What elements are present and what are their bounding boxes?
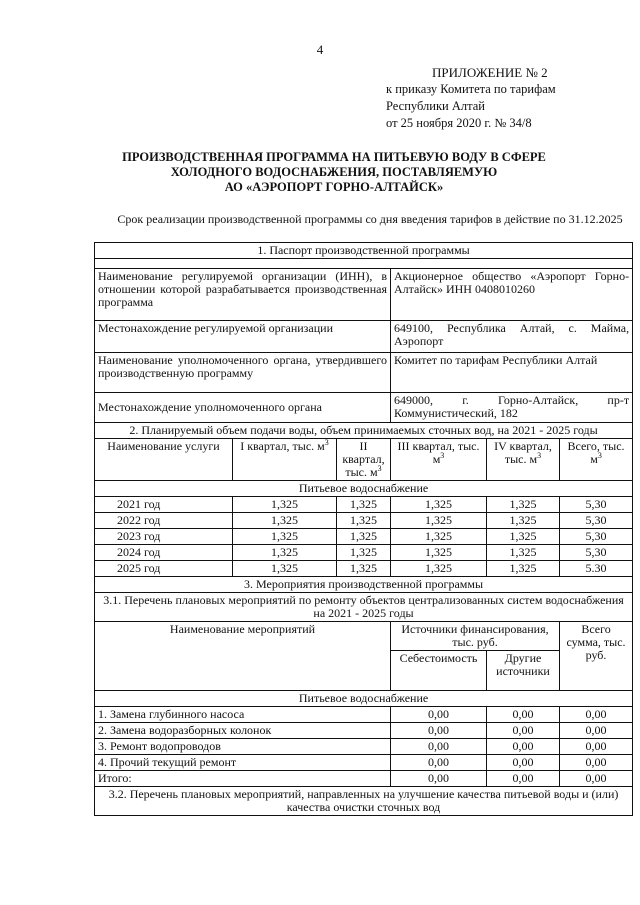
value-cell: 1,325 <box>337 529 391 545</box>
table-row <box>95 707 633 723</box>
table-row <box>95 497 633 513</box>
value-cell: 1,325 <box>487 513 560 529</box>
appendix-line: к приказу Комитета по тарифам <box>386 82 556 96</box>
value-cell: 0,00 <box>391 755 487 771</box>
measure-name: 3. Ремонт водопроводов <box>95 739 391 755</box>
appendix-line: Республики Алтай <box>386 99 485 113</box>
column-header: Себестоимость <box>391 651 487 691</box>
table-row <box>95 739 633 755</box>
value-cell: 0,00 <box>560 755 633 771</box>
value-cell: 1,325 <box>233 545 337 561</box>
value-cell: 5.30 <box>560 561 633 577</box>
passport-row <box>95 393 633 423</box>
value-cell: 1,325 <box>337 497 391 513</box>
value-cell: 5,30 <box>560 497 633 513</box>
value-cell: 1,325 <box>233 529 337 545</box>
volume-header-row <box>95 439 633 481</box>
appendix-line: от 25 ноября 2020 г. № 34/8 <box>386 116 532 130</box>
year-cell: 2025 год <box>95 561 233 577</box>
subheading-row <box>95 481 633 497</box>
title-line: АО «АЭРОПОРТ ГОРНО-АЛТАЙСК» <box>224 180 444 194</box>
value-cell: 1,325 <box>391 545 487 561</box>
value-cell: 0,00 <box>560 739 633 755</box>
passport-value: 649100, Республика Алтай, с. Майма, Аэропорт <box>391 321 633 353</box>
table-row <box>95 545 633 561</box>
title-line: ПРОИЗВОДСТВЕННАЯ ПРОГРАММА НА ПИТЬЕВУЮ ВОДУ В СФЕРЕ <box>122 150 546 164</box>
table-row <box>95 561 633 577</box>
section-heading-row <box>95 243 633 259</box>
quality-heading: 3.2. Перечень плановых мероприятий, направленных на улучшение качества питьевой воды и (или) качества очистки сточных вод <box>95 787 633 816</box>
spacer-cell <box>95 259 633 269</box>
value-cell: 5,30 <box>560 529 633 545</box>
value-cell: 0,00 <box>560 771 633 787</box>
value-cell: 5,30 <box>560 513 633 529</box>
passport-value: Комитет по тарифам Республики Алтай <box>391 353 633 393</box>
section-heading-row <box>95 423 633 439</box>
year-cell: 2022 год <box>95 513 233 529</box>
value-cell: 0,00 <box>487 771 560 787</box>
value-cell: 1,325 <box>233 513 337 529</box>
column-header: Наименование услуги <box>95 439 233 481</box>
table-row <box>95 723 633 739</box>
passport-row <box>95 321 633 353</box>
column-header: III квартал, тыс. $м^3$ <box>391 439 487 481</box>
measure-name: 4. Прочий текущий ремонт <box>95 755 391 771</box>
measure-name: Итого: <box>95 771 391 787</box>
value-cell: 1,325 <box>337 513 391 529</box>
value-cell: 0,00 <box>487 739 560 755</box>
value-cell: 5,30 <box>560 545 633 561</box>
value-cell: 1,325 <box>391 513 487 529</box>
year-cell: 2024 год <box>95 545 233 561</box>
table-row <box>95 755 633 771</box>
section-heading-row <box>95 577 633 593</box>
column-header: Наименование мероприятий <box>95 622 391 691</box>
program-table <box>94 242 633 816</box>
passport-label: Наименование уполномоченного органа, утвердившего производственную программу <box>95 353 391 393</box>
column-header: IV квартал, тыс. $м^3$ <box>487 439 560 481</box>
value-cell: 0,00 <box>391 707 487 723</box>
column-header: II квартал, тыс. $м^3$ <box>337 439 391 481</box>
measure-name: 1. Замена глубинного насоса <box>95 707 391 723</box>
year-cell: 2023 год <box>95 529 233 545</box>
value-cell: 0,00 <box>487 723 560 739</box>
value-cell: 0,00 <box>487 707 560 723</box>
value-cell: 1,325 <box>487 545 560 561</box>
value-cell: 1,325 <box>233 497 337 513</box>
year-cell: 2021 год <box>95 497 233 513</box>
value-cell: 1,325 <box>391 561 487 577</box>
value-cell: 1,325 <box>233 561 337 577</box>
appendix-block <box>386 64 556 132</box>
title-line: ХОЛОДНОГО ВОДОСНАБЖЕНИЯ, ПОСТАВЛЯЕМУЮ <box>170 165 498 179</box>
column-header: Всего, тыс. $м^3$ <box>560 439 633 481</box>
passport-label: Местонахождение регулируемой организации <box>95 321 391 353</box>
implementation-term: Срок реализации производственной программы со дня введения тарифов в действие по 31.12.2025 <box>117 212 623 226</box>
section-heading-row <box>95 593 633 622</box>
table-row <box>95 529 633 545</box>
measure-name: 2. Замена водоразборных колонок <box>95 723 391 739</box>
passport-value: Акционерное общество «Аэропорт Горно-Алтайск» ИНН 0408010260 <box>391 269 633 321</box>
repair-heading: 3.1. Перечень плановых мероприятий по ремонту объектов централизованных систем водоснабжения на 2021 - 2025 годы <box>95 593 633 622</box>
passport-row <box>95 353 633 393</box>
value-cell: 1,325 <box>391 529 487 545</box>
value-cell: 0,00 <box>391 723 487 739</box>
volume-heading: 2. Планируемый объем подачи воды, объем принимаемых сточных вод, на 2021 - 2025 годы <box>95 423 633 439</box>
page-number: 4 <box>316 42 324 57</box>
value-cell: 1,325 <box>391 497 487 513</box>
measures-heading: 3. Мероприятия производственной программы <box>95 577 633 593</box>
passport-label: Наименование регулируемой организации (ИНН), в отношении которой разрабатывается производственная программа <box>95 269 391 321</box>
value-cell: 1,325 <box>487 529 560 545</box>
measures-header-row <box>95 622 633 651</box>
passport-value: 649000, г. Горно-Алтайск, пр-т Коммунистический, 182 <box>391 393 633 423</box>
passport-heading: 1. Паспорт производственной программы <box>95 243 633 259</box>
column-header: I квартал, тыс. $м^3$ <box>233 439 337 481</box>
value-cell: 0,00 <box>391 739 487 755</box>
column-header: Источники финансирования, тыс. руб. <box>391 622 560 651</box>
value-cell: 0,00 <box>391 771 487 787</box>
appendix-heading: ПРИЛОЖЕНИЕ № 2 <box>432 65 548 80</box>
value-cell: 1,325 <box>487 497 560 513</box>
column-header: Всего сумма, тыс. руб. <box>560 622 633 691</box>
table-row <box>95 771 633 787</box>
document-title <box>110 150 558 195</box>
passport-label: Местонахождение уполномоченного органа <box>95 393 391 423</box>
section-heading-row <box>95 787 633 816</box>
column-header: Другие источники <box>487 651 560 691</box>
value-cell: 1,325 <box>337 545 391 561</box>
value-cell: 0,00 <box>487 755 560 771</box>
value-cell: 0,00 <box>560 723 633 739</box>
table-row <box>95 513 633 529</box>
subheading-row <box>95 691 633 707</box>
value-cell: 0,00 <box>560 707 633 723</box>
volume-subheading: Питьевое водоснабжение <box>95 481 633 497</box>
value-cell: 1,325 <box>487 561 560 577</box>
value-cell: 1,325 <box>337 561 391 577</box>
measures-subheading: Питьевое водоснабжение <box>95 691 633 707</box>
passport-row <box>95 269 633 321</box>
